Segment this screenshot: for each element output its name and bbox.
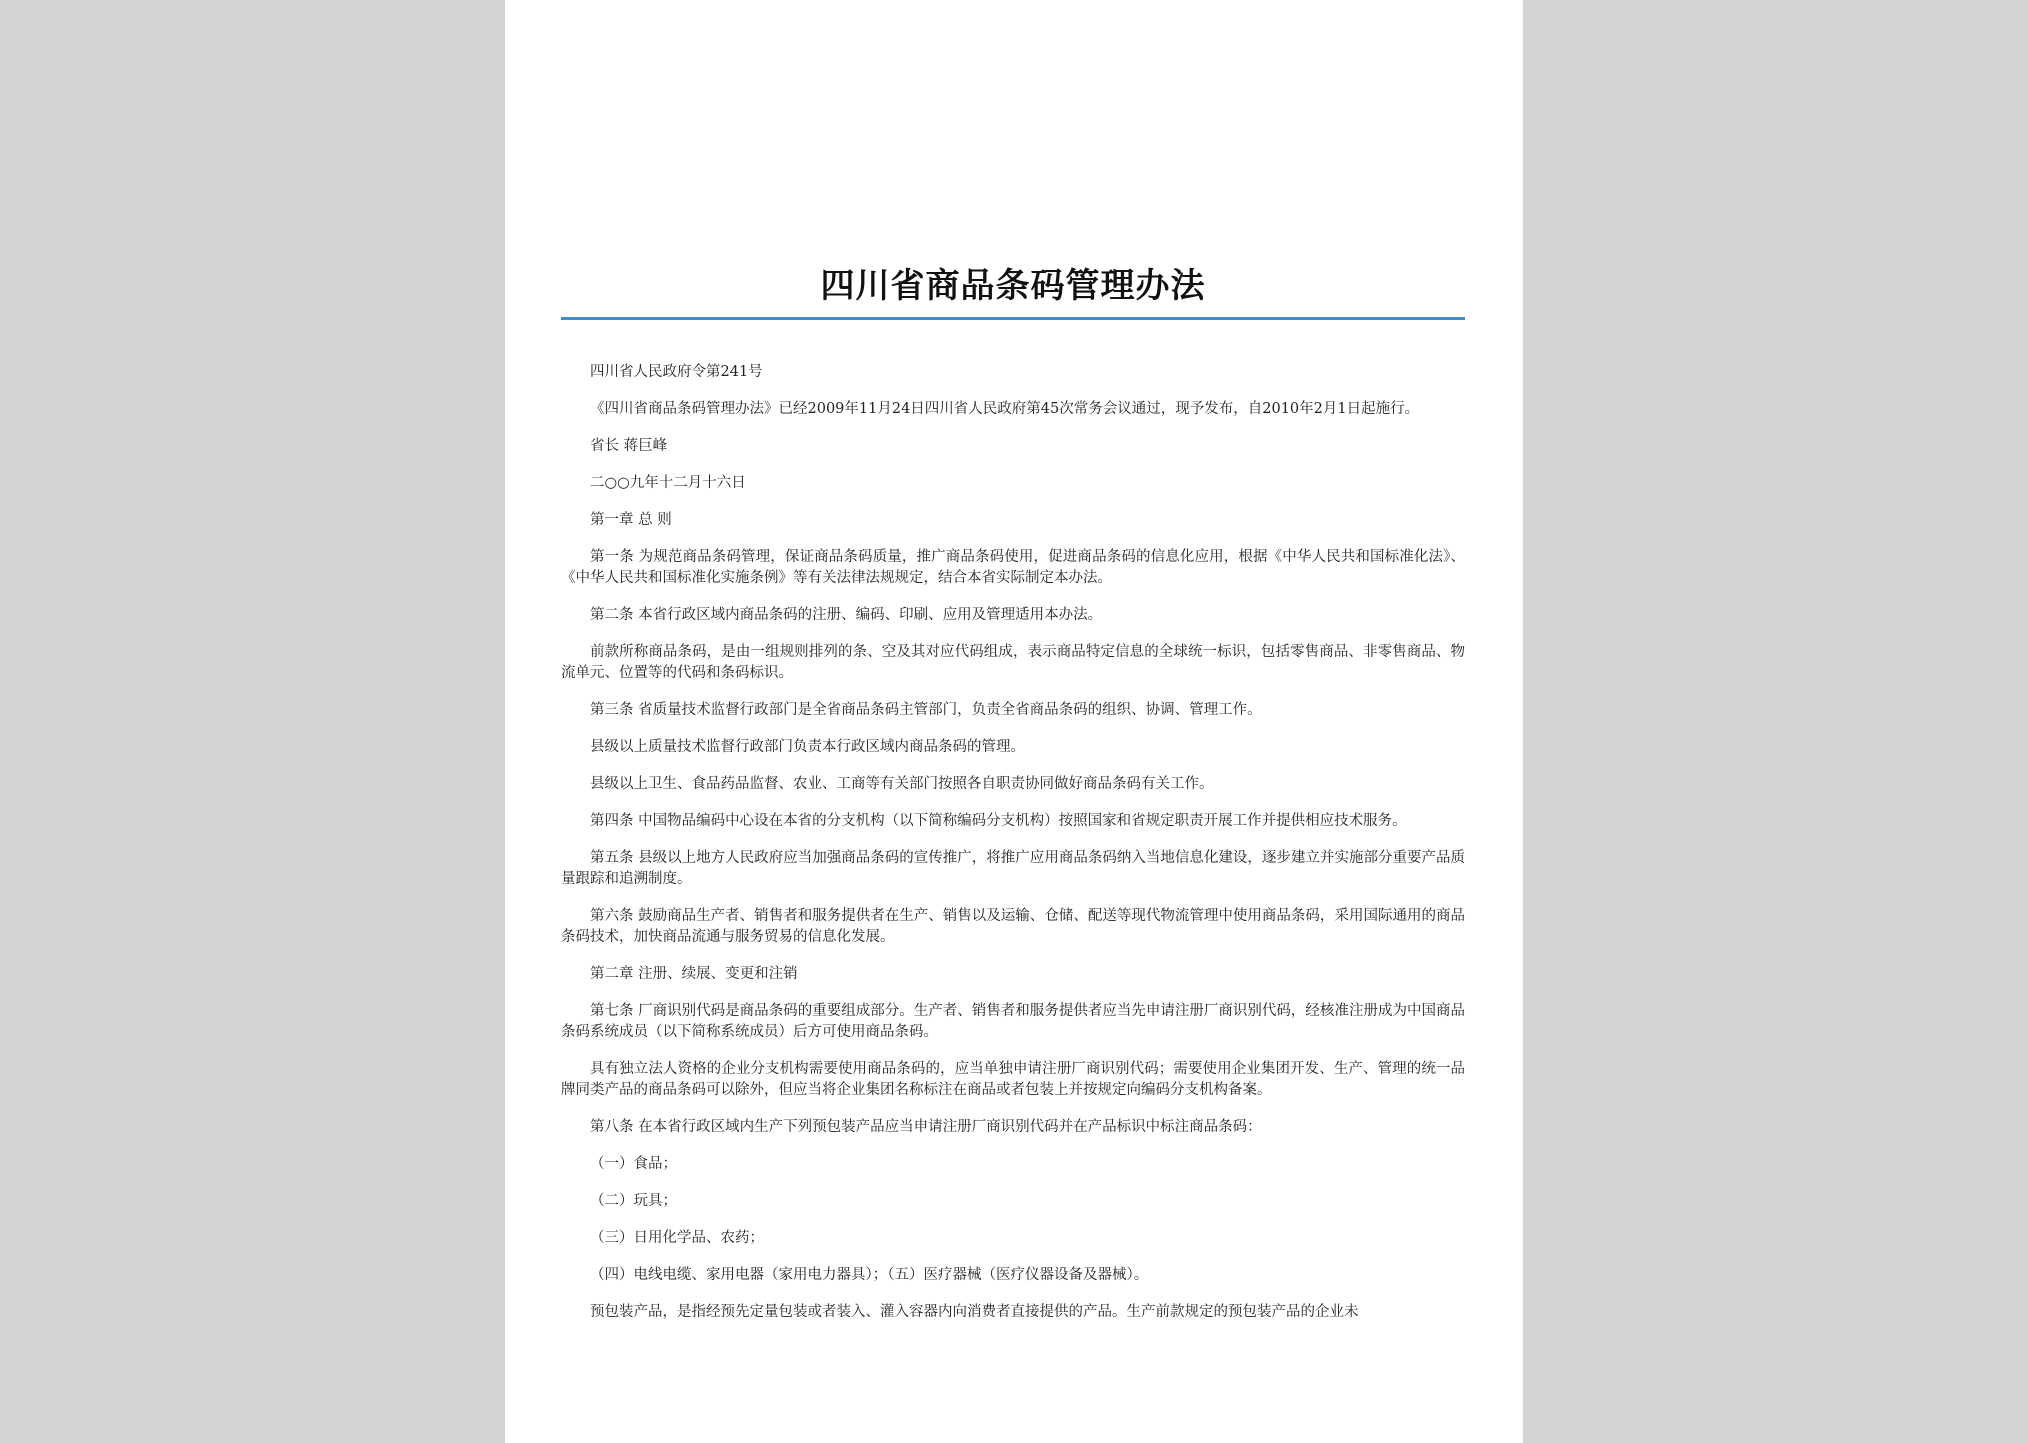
document-title: 四川省商品条码管理办法 [820,266,1206,306]
list-item: （四）电线电缆、家用电器（家用电力器具）；（五）医疗器械（医疗仪器设备及器械）。 [590,1267,1149,1283]
article-paragraph: 第五条 县级以上地方人民政府应当加强商品条码的宣传推广，将推广应用商品条码纳入当地信息化建设，逐步建立并实施部分重要产品质量跟踪和追溯制度。 [561,850,1465,887]
article-paragraph: 第三条 省质量技术监督行政部门是全省商品条码主管部门，负责全省商品条码的组织、协调、管理工作。 [590,702,1262,718]
article-paragraph: 前款所称商品条码，是由一组规则排列的条、空及其对应代码组成，表示商品特定信息的全球统一标识，包括零售商品、非零售商品、物流单元、位置等的代码和条码标识。 [561,644,1465,681]
article-paragraph: 第四条 中国物品编码中心设在本省的分支机构（以下简称编码分支机构）按照国家和省规定职责开展工作并提供相应技术服务。 [590,813,1407,829]
chapter-heading: 第二章 注册、续展、变更和注销 [590,966,798,982]
document-page [505,0,1523,1443]
decree-number: 四川省人民政府令第241号 [590,364,763,380]
chapter-heading: 第一章 总 则 [590,512,672,528]
article-paragraph: 具有独立法人资格的企业分支机构需要使用商品条码的，应当单独申请注册厂商识别代码；需要使用企业集团开发、生产、管理的统一品牌同类产品的商品条码可以除外，但应当将企业集团名称标注在商品或者包装上并按规定向编码分支机构备案。 [561,1061,1465,1098]
list-item: （三）日用化学品、农药； [590,1230,764,1246]
issue-date: 二○○九年十二月十六日 [590,475,746,491]
title-divider [561,317,1465,320]
article-paragraph: 县级以上质量技术监督行政部门负责本行政区域内商品条码的管理。 [590,739,1025,755]
signatory: 省长 蒋巨峰 [590,438,668,454]
document-body [561,362,1465,1339]
list-item: （二）玩具； [590,1193,677,1209]
article-paragraph: 预包装产品，是指经预先定量包装或者装入、灌入容器内向消费者直接提供的产品。生产前款规定的预包装产品的企业未 [590,1304,1359,1320]
promulgation-notice: 《四川省商品条码管理办法》已经2009年11月24日四川省人民政府第45次常务会议通过，现予发布，自2010年2月1日起施行。 [590,401,1420,417]
article-paragraph: 县级以上卫生、食品药品监督、农业、工商等有关部门按照各自职责协同做好商品条码有关工作。 [590,776,1214,792]
article-paragraph: 第六条 鼓励商品生产者、销售者和服务提供者在生产、销售以及运输、仓储、配送等现代物流管理中使用商品条码，采用国际通用的商品条码技术，加快商品流通与服务贸易的信息化发展。 [561,908,1465,945]
article-paragraph: 第一条 为规范商品条码管理，保证商品条码质量，推广商品条码使用，促进商品条码的信息化应用，根据《中华人民共和国标准化法》、《中华人民共和国标准化实施条例》等有关法律法规规定，结合本省实际制定本办法。 [561,549,1465,586]
list-item: （一）食品； [590,1156,677,1172]
article-paragraph: 第七条 厂商识别代码是商品条码的重要组成部分。生产者、销售者和服务提供者应当先申请注册厂商识别代码，经核准注册成为中国商品条码系统成员（以下简称系统成员）后方可使用商品条码。 [561,1003,1465,1040]
article-paragraph: 第二条 本省行政区域内商品条码的注册、编码、印刷、应用及管理适用本办法。 [590,607,1103,623]
article-paragraph: 第八条 在本省行政区域内生产下列预包装产品应当申请注册厂商识别代码并在产品标识中标注商品条码： [590,1119,1262,1135]
